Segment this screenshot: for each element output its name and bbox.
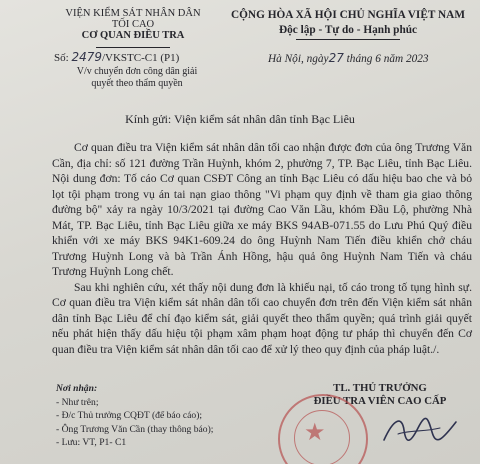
recipients-title: Nơi nhận: (56, 383, 98, 394)
signer-line2: ĐIỀU TRA VIÊN CAO CẤP (313, 395, 447, 407)
date-suffix: tháng 6 năm 2023 (343, 53, 429, 65)
seal-star-icon: ★ (304, 418, 326, 446)
agency-name-line1: VIỆN KIỂM SÁT NHÂN DÂN (65, 8, 201, 19)
national-motto: Độc lập - Tự do - Hạnh phúc (278, 24, 418, 36)
issue-date (268, 51, 429, 65)
recipients-block (56, 382, 213, 450)
department-name: CƠ QUAN ĐIỀU TRA (81, 30, 185, 41)
agency-block (58, 8, 208, 41)
body-paragraph-1: Cơ quan điều tra Viện kiểm sát nhân dân tối cao nhận được đơn của ông Trương Văn Cần, địa chỉ: số 121 đường Trần Huỳnh, khóm 2, phường 7, TP. Bạc Liêu, tỉnh Bạc Liêu. Nội dung đơn: Tố cáo Cơ quan CSĐT Công an tỉnh Bạc Liêu có dấu hiệu bao che và bỏ lọt tội phạm trong vụ án tai nạn giao thông "Vi phạm quy định về tham gia giao thông đường bộ" xảy ra ngày 10/3/2021 tại đường Cao Văn Lầu, khóm Đầu Lộ, phường Nhà Mát, TP. Bạc Liêu, tỉnh Bạc Liêu giữa xe máy BKS 94AB-071.55 do Lưu Phú Quý điều khiển với xe máy BKS 94K1-609.24 do ông Huỳnh Nam Tiến điều khiển chở cháu Trương Huỳnh Long và bà Trần Ánh Hồng, hậu quả ông Huỳnh Nam Tiến và cháu Trương Huỳnh Long chết. (52, 141, 472, 278)
subject-line2: quyết theo thẩm quyền (91, 78, 183, 89)
doc-number-label: Số: (54, 52, 69, 64)
doc-number-suffix: /VKSTC-C1 (P1) (101, 52, 180, 64)
header-rule-right (296, 39, 400, 40)
letter-body (52, 140, 472, 357)
country-name: CỘNG HÒA XÃ HỘI CHỦ NGHĨA VIỆT NAM (230, 9, 466, 21)
doc-number-handwritten: 2479 (71, 50, 102, 64)
subject-line1: V/v chuyển đơn công dân giải (76, 66, 198, 77)
handwritten-signature-icon (380, 410, 460, 450)
agency-name-line2: TỐI CAO (111, 19, 155, 30)
date-prefix: Hà Nội, ngày (268, 53, 329, 65)
header-rule-left (96, 47, 170, 48)
recipient-item: - Như trên; (56, 396, 99, 408)
recipient-item: - Lưu: VT, P1- C1 (56, 437, 127, 448)
body-paragraph-2: Sau khi nghiên cứu, xét thấy nội dung đơn là khiếu nại, tố cáo trong tố tụng hình sự. Cơ quan điều tra Viện kiểm sát nhân dân tối cao chuyển đơn trên đến Viện kiểm sát nhân dân tỉnh Bạc Liêu để chỉ đạo kiểm sát, giải quyết theo thẩm quyền; quá trình giải quyết nếu phát hiện thấy dấu hiệu tội phạm xâm phạm hoạt động tư pháp thì chuyển đến Cơ quan điều tra Viện kiểm sát nhân dân tối cao để xử lý theo quy định của pháp luật./. (52, 280, 472, 356)
subject-block (62, 66, 212, 90)
recipient-item: - Đ/c Thủ trưởng CQĐT (để báo cáo); (56, 410, 203, 421)
signer-line1: TL. THỦ TRƯỞNG (333, 382, 427, 394)
document-number (54, 50, 179, 64)
date-day-handwritten: 27 (328, 51, 344, 65)
recipient-item: - Ông Trương Văn Cần (thay thông báo); (56, 423, 214, 435)
addressee-line: Kính gửi: Viện kiểm sát nhân dân tỉnh Bạc Liêu (125, 112, 355, 126)
